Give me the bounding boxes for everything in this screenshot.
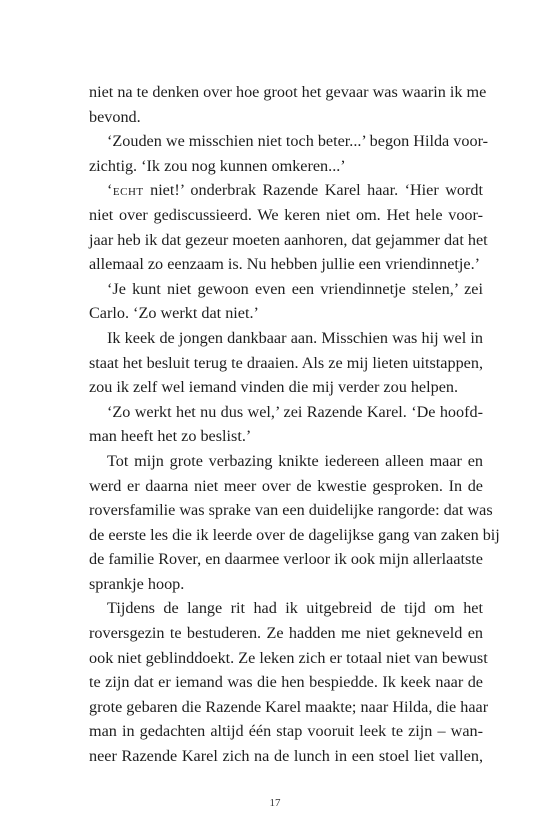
text-line: [89, 695, 489, 720]
text-line: [89, 178, 483, 203]
small-caps-word: ‘echt: [107, 181, 144, 200]
text-line: [89, 621, 483, 646]
body-text: [89, 80, 500, 769]
line-text: grote gebaren die Razende Karel maakte; naar Hilda, die haar: [89, 697, 489, 716]
line-text: werd er daarna niet meer over de kwestie gesproken. In de: [89, 476, 483, 495]
line-text: staat het besluit terug te draaien. Als ze mij lieten uitstappen,: [89, 353, 483, 372]
text-line: [89, 80, 487, 105]
text-line: [89, 301, 483, 326]
line-text: Carlo. ‘Zo werkt dat niet.’: [89, 304, 259, 323]
text-line: [89, 498, 493, 523]
text-line: [89, 744, 483, 769]
line-text: zichtig. ‘Ik zou nog kunnen omkeren...’: [89, 156, 346, 175]
text-line: [89, 572, 483, 597]
line-text: roversfamilie was sprake van een duidelijke rangorde: dat was: [89, 501, 493, 520]
line-text: de familie Rover, en daarmee verloor ik ook mijn allerlaatste: [89, 550, 483, 569]
text-line: [89, 670, 483, 695]
text-line: [89, 228, 488, 253]
line-text: roversgezin te bestuderen. Ze hadden me niet gekneveld en: [89, 624, 483, 643]
text-line: [89, 449, 483, 474]
text-line: [89, 277, 483, 302]
text-line: [89, 719, 483, 744]
line-text: man in gedachten altijd één stap vooruit leek te zijn – wan-: [89, 722, 483, 741]
text-line: [89, 105, 483, 130]
line-text: ‘Zouden we misschien niet toch beter...’ begon Hilda voor-: [107, 132, 489, 151]
line-text: Tijdens de lange rit had ik uitgebreid de tijd om het: [107, 599, 483, 618]
text-line: [89, 351, 483, 376]
line-text: zou ik zelf wel iemand vinden die mij verder zou helpen.: [89, 378, 459, 397]
line-text: ook niet geblinddoekt. Ze leken zich er totaal niet van bewust: [89, 648, 488, 667]
text-line: [89, 424, 483, 449]
line-text: niet over gediscussieerd. We keren niet om. Het hele voor-: [89, 205, 483, 224]
text-line: [89, 646, 488, 671]
line-text: jaar heb ik dat gezeur moeten aanhoren, dat gejammer dat het: [89, 230, 488, 249]
line-text: neer Razende Karel zich na de lunch in een stoel liet vallen,: [89, 747, 483, 766]
text-line: [89, 129, 489, 154]
line-text: Tot mijn grote verbazing knikte iedereen alleen maar en: [107, 451, 483, 470]
line-text: te zijn dat er iemand was die hen bespiedde. Ik keek naar de: [89, 673, 483, 692]
text-line: [89, 326, 483, 351]
line-text: niet!’ onderbrak Razende Karel haar. ‘Hier wordt: [143, 181, 483, 200]
text-line: [89, 474, 483, 499]
page-number: 17: [269, 797, 281, 809]
text-line: [89, 547, 483, 572]
line-text: allemaal zo eenzaam is. Nu hebben jullie een vriendinnetje.’: [89, 255, 481, 274]
text-line: [89, 203, 483, 228]
line-text: bevond.: [89, 107, 141, 126]
line-text: man heeft het zo beslist.’: [89, 427, 252, 446]
text-line: [89, 596, 483, 621]
text-line: [89, 252, 483, 277]
line-text: ‘Je kunt niet gewoon even een vriendinnetje stelen,’ zei: [107, 279, 483, 298]
text-line: [89, 400, 483, 425]
line-text: ‘Zo werkt het nu dus wel,’ zei Razende Karel. ‘De hoofd-: [107, 402, 483, 421]
line-text: de eerste les die ik leerde over de dagelijkse gang van zaken bij: [89, 525, 500, 544]
text-line: [89, 154, 483, 179]
text-line: [89, 375, 483, 400]
line-text: sprankje hoop.: [89, 574, 185, 593]
text-line: [89, 523, 500, 548]
line-text: niet na te denken over hoe groot het gevaar was waarin ik me: [89, 83, 487, 101]
line-text: Ik keek de jongen dankbaar aan. Misschien was hij wel in: [107, 328, 483, 347]
